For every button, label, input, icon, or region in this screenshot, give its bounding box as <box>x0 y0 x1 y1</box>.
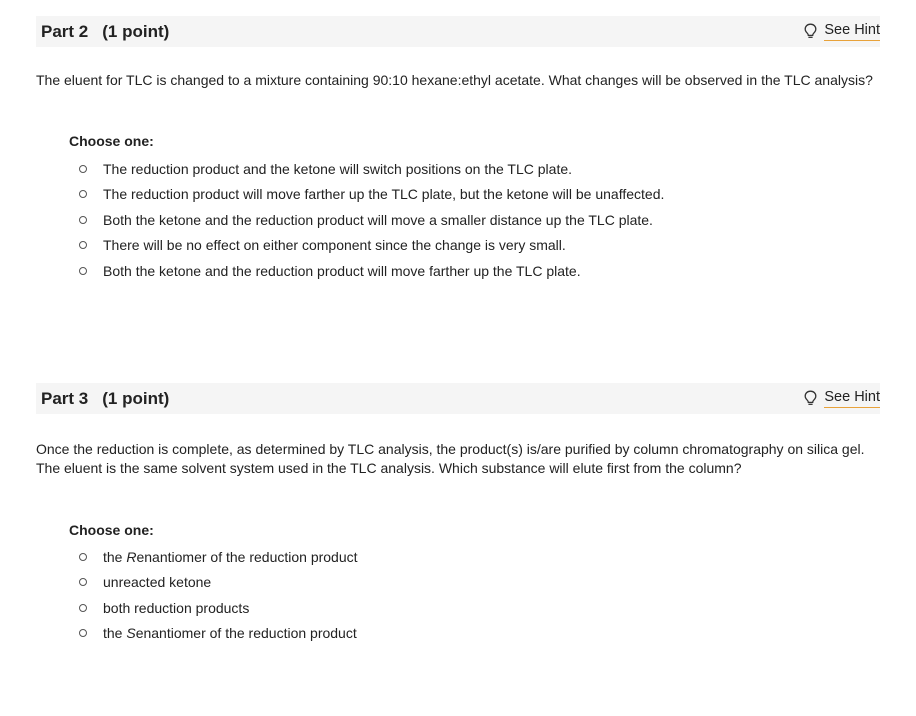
option-prefix: the <box>103 625 127 642</box>
see-hint-label[interactable]: See Hint <box>824 389 880 408</box>
part-2-title <box>41 22 169 42</box>
radio-button[interactable] <box>79 604 87 612</box>
part-3-choose-label: Choose one: <box>69 522 154 538</box>
see-hint-button[interactable] <box>803 383 880 414</box>
see-hint-label[interactable]: See Hint <box>824 22 880 41</box>
option-label[interactable]: The reduction product will move farther up the TLC plate, but the ketone will be unaffected. <box>103 186 665 203</box>
answer-option[interactable] <box>78 182 664 208</box>
option-label[interactable]: Both the ketone and the reduction product will move farther up the TLC plate. <box>103 262 581 279</box>
radio-button[interactable] <box>79 553 87 561</box>
option-prefix: both reduction products <box>103 599 250 616</box>
part-2-choose-label: Choose one: <box>69 133 154 149</box>
part-number: Part 3 <box>41 388 89 408</box>
radio-button[interactable] <box>79 165 87 173</box>
part-2-header <box>36 16 880 47</box>
answer-option[interactable] <box>78 595 358 621</box>
answer-option[interactable] <box>78 258 664 284</box>
option-italic: R <box>126 548 137 565</box>
radio-button[interactable] <box>79 216 87 224</box>
answer-option[interactable] <box>78 544 358 570</box>
radio-button[interactable] <box>79 578 87 586</box>
answer-option[interactable] <box>78 233 664 259</box>
option-prefix: unreacted ketone <box>103 574 212 591</box>
see-hint-button[interactable] <box>803 16 880 47</box>
answer-option[interactable] <box>78 207 664 233</box>
question-line: The eluent is the same solvent system used in the TLC analysis. Which substance will elute first from the column? <box>36 460 742 476</box>
part-3-question <box>36 440 876 478</box>
option-label[interactable] <box>103 600 249 616</box>
part-number: Part 2 <box>41 21 89 41</box>
answer-option[interactable] <box>78 570 358 596</box>
option-italic: S <box>126 625 136 642</box>
answer-option[interactable] <box>78 156 664 182</box>
option-suffix: enantiomer of the reduction product <box>135 625 357 642</box>
option-label[interactable] <box>103 574 211 590</box>
radio-button[interactable] <box>79 190 87 198</box>
lightbulb-icon <box>803 390 818 407</box>
question-line: Once the reduction is complete, as determined by TLC analysis, the product(s) is/are purified by column chromatography on silica gel. <box>36 441 865 457</box>
option-label[interactable]: Both the ketone and the reduction product will move a smaller distance up the TLC plate. <box>103 211 653 228</box>
lightbulb-icon <box>803 23 818 40</box>
option-label[interactable] <box>103 549 358 565</box>
option-label[interactable] <box>103 625 357 641</box>
part-points: (1 point) <box>102 388 170 408</box>
part-points: (1 point) <box>102 21 170 41</box>
part-2-question: The eluent for TLC is changed to a mixture containing 90:10 hexane:ethyl acetate. What changes will be observed in the TLC analysis? <box>36 72 873 88</box>
option-suffix: enantiomer of the reduction product <box>136 548 358 565</box>
part-3-options <box>78 544 358 646</box>
part-3-title <box>41 389 169 409</box>
option-label[interactable]: There will be no effect on either component since the change is very small. <box>103 237 566 254</box>
option-prefix: the <box>103 548 127 565</box>
radio-button[interactable] <box>79 241 87 249</box>
answer-option[interactable] <box>78 621 358 647</box>
part-3-header <box>36 383 880 414</box>
option-label[interactable]: The reduction product and the ketone will switch positions on the TLC plate. <box>103 160 573 177</box>
radio-button[interactable] <box>79 267 87 275</box>
radio-button[interactable] <box>79 629 87 637</box>
part-2-options <box>78 156 664 284</box>
